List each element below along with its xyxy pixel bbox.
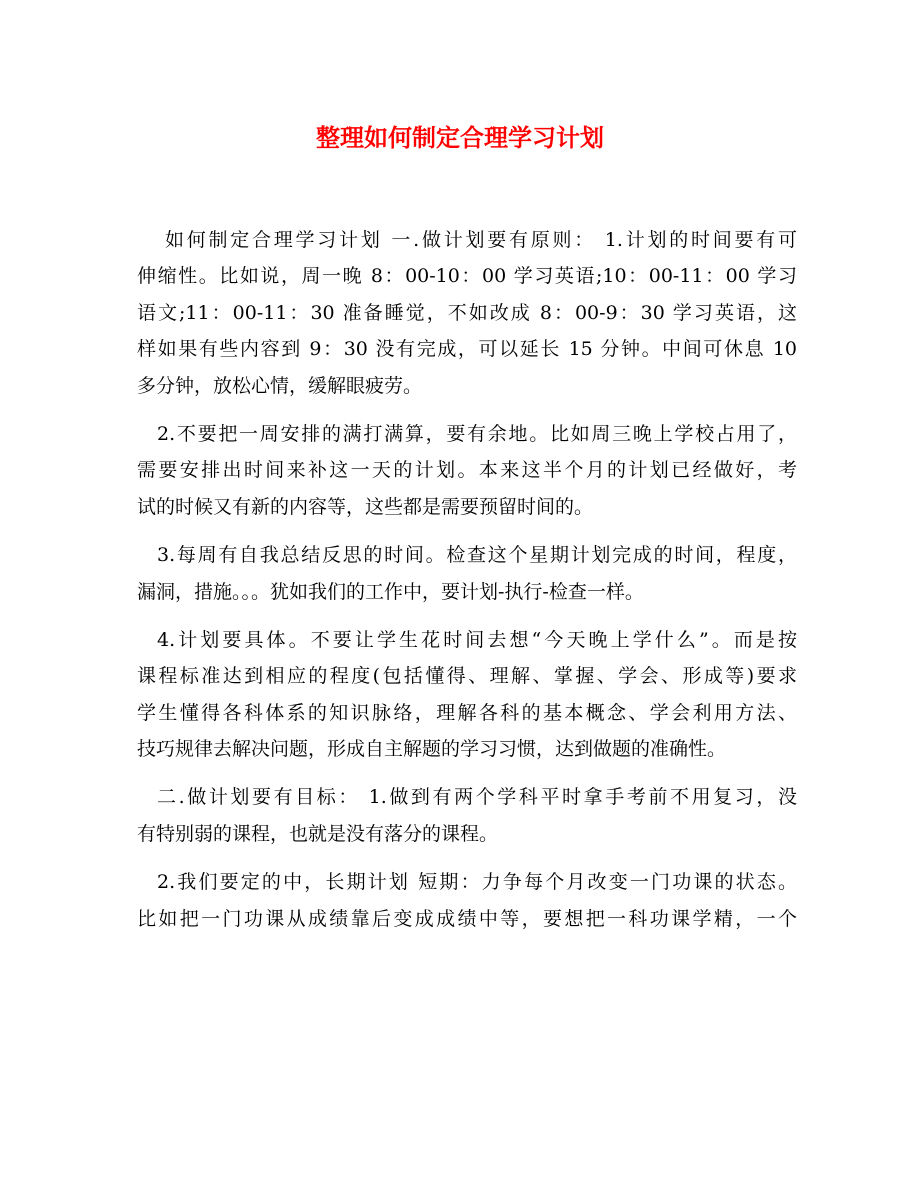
document-body: [137, 222, 797, 949]
text-line: 2.我们要定的中，长期计划 短期：力争每个月改变一门功课的状态。: [157, 871, 797, 894]
text-line: 3.每周有自我总结反思的时间。检查这个星期计划完成的时间，程度，: [157, 544, 797, 567]
text-line: 比如把一门功课从成绩靠后变成成绩中等，要想把一科功课学精，一个: [137, 907, 797, 930]
text-line: 样如果有些内容到 9：30 没有完成，可以延长 15 分钟。中间可休息 10: [137, 338, 797, 361]
text-line: 有特别弱的课程，也就是没有落分的课程。: [137, 822, 499, 845]
paragraph-principles: [137, 222, 797, 404]
text-line: 技巧规律去解决问题，形成自主解题的学习习惯，达到做题的准确性。: [137, 738, 727, 761]
document-title: 整理如何制定合理学习计划: [316, 123, 604, 152]
text-line: 试的时候又有新的内容等，这些都是需要预留时间的。: [137, 495, 594, 518]
text-line: 课程标准达到相应的程度(包括懂得、理解、掌握、学会、形成等)要求: [137, 665, 797, 688]
text-line: 如何制定合理学习计划 一.做计划要有原则： 1.计划的时间要有可: [165, 229, 797, 251]
text-line: 伸缩性。比如说，周一晚 8：00-10：00 学习英语;10：00-11：00 学习: [137, 265, 797, 288]
paragraph-point-4: [137, 622, 797, 768]
paragraph-goal-2: [137, 864, 797, 937]
text-line: 二.做计划要有目标： 1.做到有两个学科平时拿手考前不用复习，没: [157, 786, 797, 809]
text-line: 学生懂得各科体系的知识脉络，理解各科的基本概念、学会利用方法、: [137, 701, 797, 724]
text-line: 2.不要把一周安排的满打满算，要有余地。比如周三晚上学校占用了，: [157, 422, 797, 445]
text-line: 语文;11：00-11：30 准备睡觉，不如改成 8：00-9：30 学习英语，这: [137, 301, 797, 324]
text-line: 漏洞，措施。。。犹如我们的工作中，要计划-执行-检查一样。: [137, 580, 644, 603]
paragraph-goals: [137, 779, 797, 852]
paragraph-point-2: [137, 416, 797, 525]
text-line: 4.计划要具体。不要让学生花时间去想“今天晚上学什么”。而是按: [157, 628, 797, 651]
text-line: 需要安排出时间来补这一天的计划。本来这半个月的计划已经做好，考: [137, 459, 797, 482]
paragraph-point-3: [137, 537, 797, 610]
text-line: 多分钟，放松心情，缓解眼疲劳。: [137, 374, 423, 397]
